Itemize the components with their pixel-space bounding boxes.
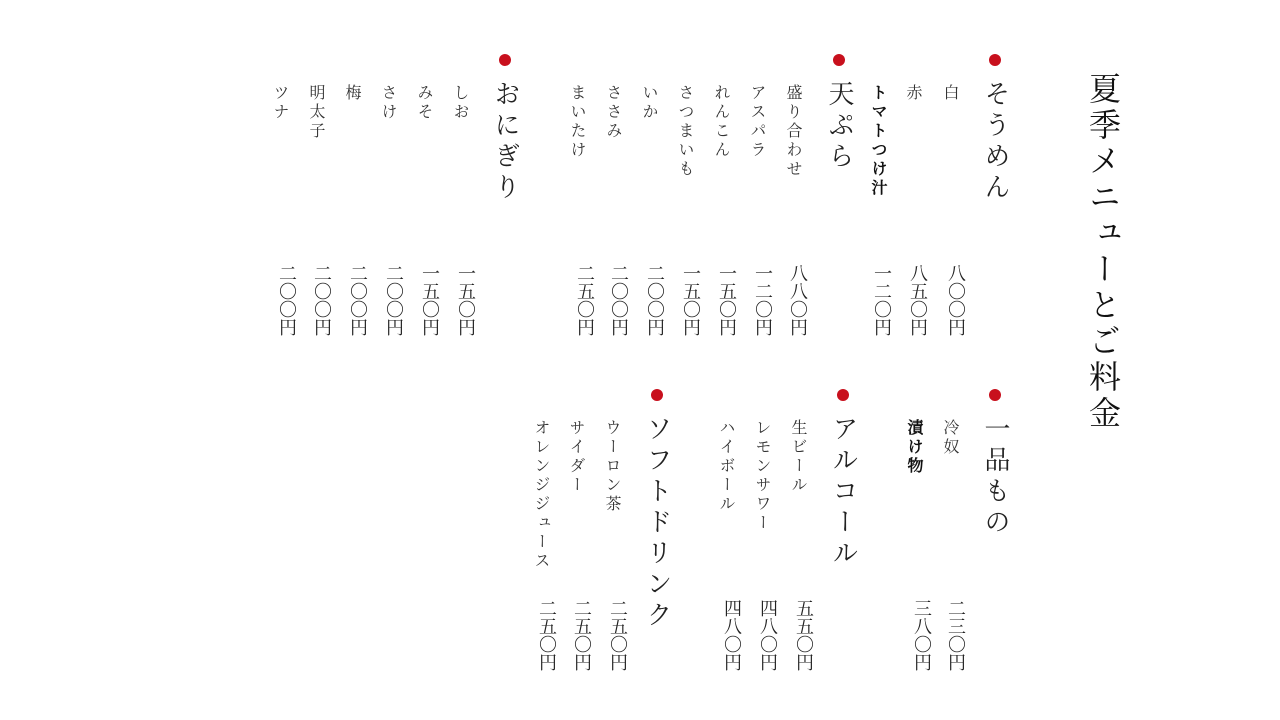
section-heading-onigiri: おにぎり <box>490 80 520 204</box>
menu-item-label: 漬け物 <box>905 419 924 476</box>
menu-item-label: レモンサワー <box>753 419 772 533</box>
menu-item-price: 二〇〇円 <box>383 264 404 336</box>
menu-item-price: 二五〇円 <box>536 599 557 671</box>
menu-item-label: 明太子 <box>307 84 326 141</box>
section-bullet <box>837 389 849 401</box>
menu-item-label: いか <box>640 84 659 122</box>
menu-item-label: しお <box>451 84 470 122</box>
menu-item-price: 八八〇円 <box>787 264 808 336</box>
menu-item-price: 八五〇円 <box>907 264 928 336</box>
menu-item-price: 二〇〇円 <box>608 264 629 336</box>
menu-item-label: オレンジジュース <box>532 419 551 571</box>
section-heading-tempura: 天ぷら <box>824 80 854 173</box>
menu-item-price: 二〇〇円 <box>347 264 368 336</box>
menu-item-price: 八〇〇円 <box>945 264 966 336</box>
menu-item-label: さつまいも <box>676 84 695 179</box>
menu-item-label: サイダー <box>567 419 586 495</box>
menu-item-label: みそ <box>415 84 434 122</box>
menu-item-price: 二五〇円 <box>571 599 592 671</box>
menu-item-label: まいたけ <box>568 84 587 160</box>
menu-item-price: 一五〇円 <box>419 264 440 336</box>
menu-item-price: 一二〇円 <box>752 264 773 336</box>
menu-item-price: 二五〇円 <box>607 599 628 671</box>
section-bullet <box>833 54 845 66</box>
menu-item-price: 五五〇円 <box>793 599 814 671</box>
menu-item-label: 生ビール <box>789 419 808 495</box>
section-bullet <box>989 389 1001 401</box>
menu-title: 夏季メニューとご料金 <box>1084 72 1122 432</box>
menu-item-label: トマトつけ汁 <box>869 84 888 198</box>
section-heading-somen: そうめん <box>980 80 1010 204</box>
menu-item-label: 梅 <box>343 84 362 103</box>
menu-item-label: 冷奴 <box>941 419 960 457</box>
section-bullet <box>651 389 663 401</box>
menu-item-label: ハイボール <box>717 419 736 514</box>
section-heading-alcohol: アルコール <box>828 415 858 570</box>
menu-item-price: 二〇〇円 <box>276 264 297 336</box>
menu-item-label: ウーロン茶 <box>603 419 622 514</box>
menu-item-price: 二五〇円 <box>574 264 595 336</box>
section-heading-soft-drink: ソフトドリンク <box>642 415 672 632</box>
menu-item-price: 二〇〇円 <box>644 264 665 336</box>
menu-item-price: 四八〇円 <box>721 599 742 671</box>
menu-item-label: 赤 <box>904 84 923 103</box>
menu-item-label: ささみ <box>604 84 623 141</box>
menu-item-price: 二〇〇円 <box>311 264 332 336</box>
menu-item-price: 一五〇円 <box>716 264 737 336</box>
menu-item-label: 盛り合わせ <box>784 84 803 179</box>
section-heading-ippin: 一品もの <box>980 415 1010 539</box>
menu-item-price: 三八〇円 <box>911 599 932 671</box>
menu-item-price: 一五〇円 <box>455 264 476 336</box>
menu-item-label: ツナ <box>271 84 290 122</box>
menu-item-price: 一二〇円 <box>871 264 892 336</box>
menu-item-price: 二三〇円 <box>945 599 966 671</box>
menu-item-label: れんこん <box>712 84 731 160</box>
section-bullet <box>499 54 511 66</box>
menu-item-label: アスパラ <box>748 84 767 160</box>
menu-item-price: 一五〇円 <box>680 264 701 336</box>
menu-item-price: 四八〇円 <box>757 599 778 671</box>
menu-item-label: 白 <box>941 84 960 103</box>
section-bullet <box>989 54 1001 66</box>
menu-item-label: さけ <box>379 84 398 122</box>
